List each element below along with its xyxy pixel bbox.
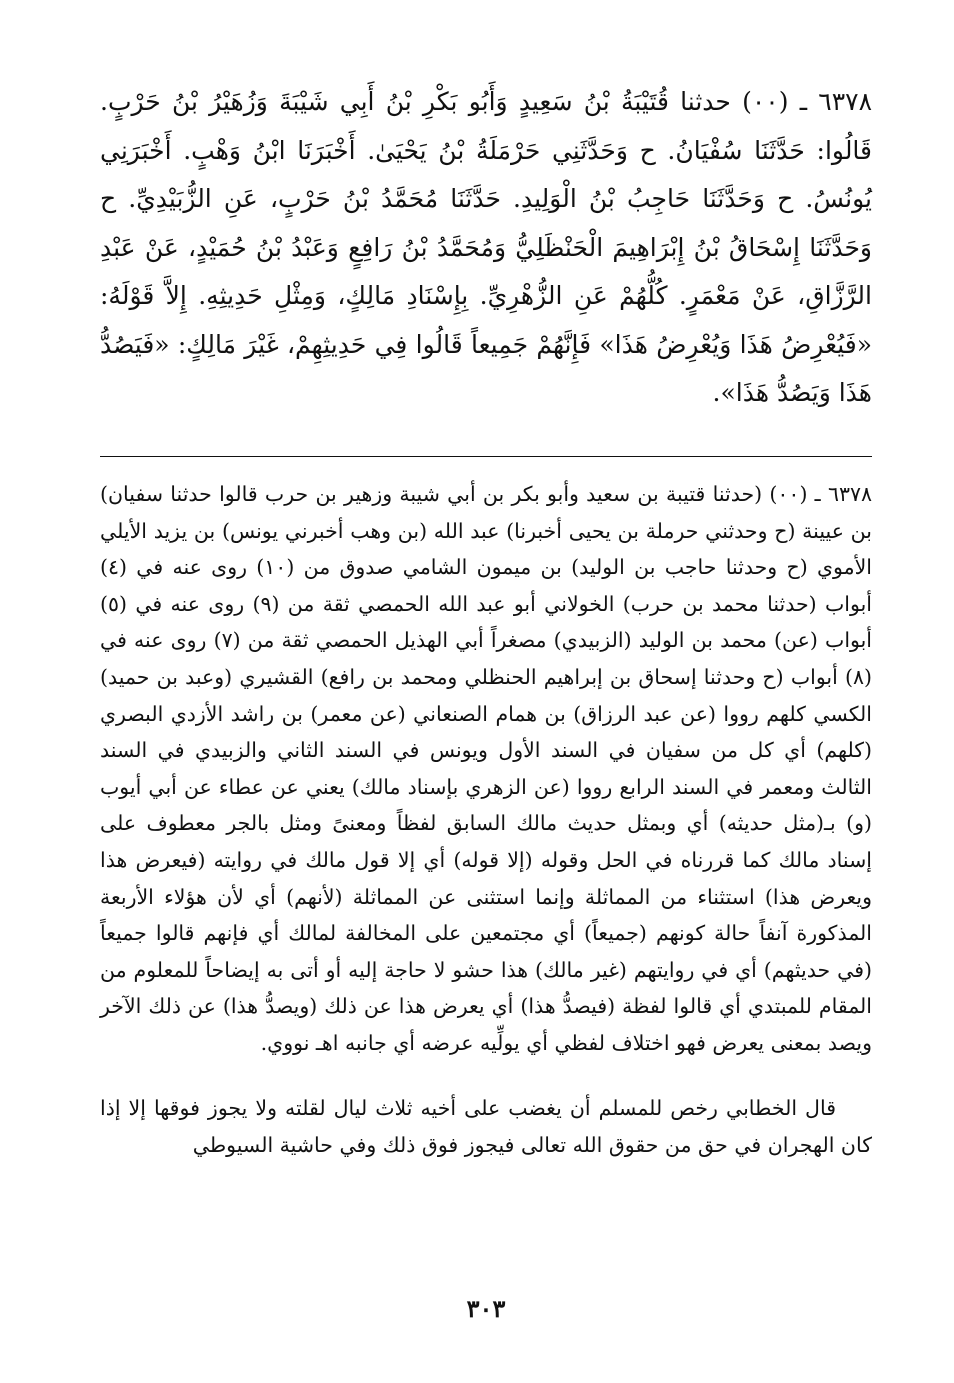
commentary-block xyxy=(100,476,872,1062)
hadith-number: ٦٣٧٨ ـ (٠٠) xyxy=(742,87,872,116)
page-number: ٣٠٣ xyxy=(466,1294,506,1323)
commentary-text: ٦٣٧٨ ـ (٠٠) (حدثنا قتيبة بن سعيد وأبو بكر بن أبي شيبة وزهير بن حرب قالوا حدثنا سفيان) بن عيينة (ح وحدثني حرملة بن يحيى أخبرنا) عبد الله (بن وهب أخبرني يونس) بن يزيد الأيلي الأموي (ح وحدثنا حاجب بن الوليد) بن ميمون الشامي صدوق من (١٠) روى عنه في (٤) أبواب (حدثنا محمد بن حرب) الخولاني أبو عبد الله الحمصي ثقة من (٩) روى عنه في (٥) أبواب (عن) محمد بن الوليد (الزبيدي) مصغراً أبي الهذيل الحمصي ثقة من (٧) روى عنه في (٨) أبواب (ح وحدثنا إسحاق بن إبراهيم الحنظلي ومحمد بن رافع) القشيري (وعبد بن حميد) الكسي كلهم رووا (عن عبد الرزاق) بن همام الصنعاني (عن معمر) بن راشد الأزدي البصري (كلهم) أي كل من سفيان في السند الأول ويونس في السند الثاني والزبيدي في السند الثالث ومعمر في السند الرابع رووا (عن الزهري بإسناد مالك) يعني عن عطاء عن أبي أيوب (و) بـ(مثل حديثه) أي وبمثل حديث مالك السابق لفظاً ومعنىً ومثل بالجر معطوف على إسناد مالك كما قررناه في الحل وقوله (إلا قوله) أي إلا قول مالك في روايته (فيعرض هذا ويعرض هذا) استثناء من المماثلة وإنما استثنى عن المماثلة (لأنهم) أي لأن هؤلاء الأربعة المذكورة آنفاً حالة كونهم (جميعاً) أي مجتمعين على المخالفة لمالك أي فإنهم قالوا جميعاً (في حديثهم) أي في روايتهم (غير مالك) هذا حشو لا حاجة إليه أو أتى به إيضاحاً للمعلوم من المقام للمبتدي أي قالوا لفظة (فيصدُّ هذا) أي يعرض هذا عن ذلك (ويصدُّ هذا) عن ذلك الآخر ويصد بمعنى يعرض فهو اختلاف لفظي أي يولِّيه عرضه أي جانبه اهـ نووي. xyxy=(100,482,873,1055)
hadith-text: حدثنا قُتَيْبَةُ بْنُ سَعِيدٍ وَأَبُو بَكْرِ بْنُ أَبِي شَيْبَةَ وَزُهَيْرُ بْنُ حَرْبٍ. قَالُوا: حَدَّثَنَا سُفْيَانُ. ح وَحَدَّثَنِي حَرْمَلَةُ بْنُ يَحْيَىٰ. أَخْبَرَنَا ابْنُ وَهْبٍ. أَخْبَرَنِي يُونُسُ. ح وَحَدَّثَنَا حَاجِبُ بْنُ الْوَلِيدِ. حَدَّثَنَا مُحَمَّدُ بْنُ حَرْبٍ، عَنِ الزُّبَيْدِيِّ. ح وَحَدَّثَنَا إِسْحَاقُ بْنُ إِبْرَاهِيمَ الْحَنْظَلِيُّ وَمُحَمَّدُ بْنُ رَافِعٍ وَعَبْدُ بْنُ حُمَيْدٍ، عَنْ عَبْدِ الرَّزَّاقِ، عَنْ مَعْمَرٍ. كُلُّهُمْ عَنِ الزُّهْرِيِّ. بِإِسْنَادِ مَالِكٍ، وَمِثْلِ حَدِيثِهِ. إِلاَّ قَوْلَهُ: «فَيُعْرِضُ هَذَا وَيُعْرِضُ هَذَا» فَإِنَّهُمْ جَمِيعاً قَالُوا فِي حَدِيثِهِمْ، غَيْرَ مَالِكٍ: «فَيَصُدُّ هَذَا وَيَصُدُّ هَذَا». xyxy=(100,87,872,407)
note-paragraph xyxy=(100,1090,872,1163)
hadith-text-block xyxy=(100,78,872,418)
section-divider xyxy=(100,456,872,457)
note-text: قال الخطابي رخص للمسلم أن يغضب على أخيه ثلاث ليال لقلته ولا يجوز فوقها إلا إذا كان الهجران في حق من حقوق الله تعالى فيجوز فوق ذلك وفي حاشية السيوطي xyxy=(100,1096,872,1157)
book-page xyxy=(100,78,872,1368)
